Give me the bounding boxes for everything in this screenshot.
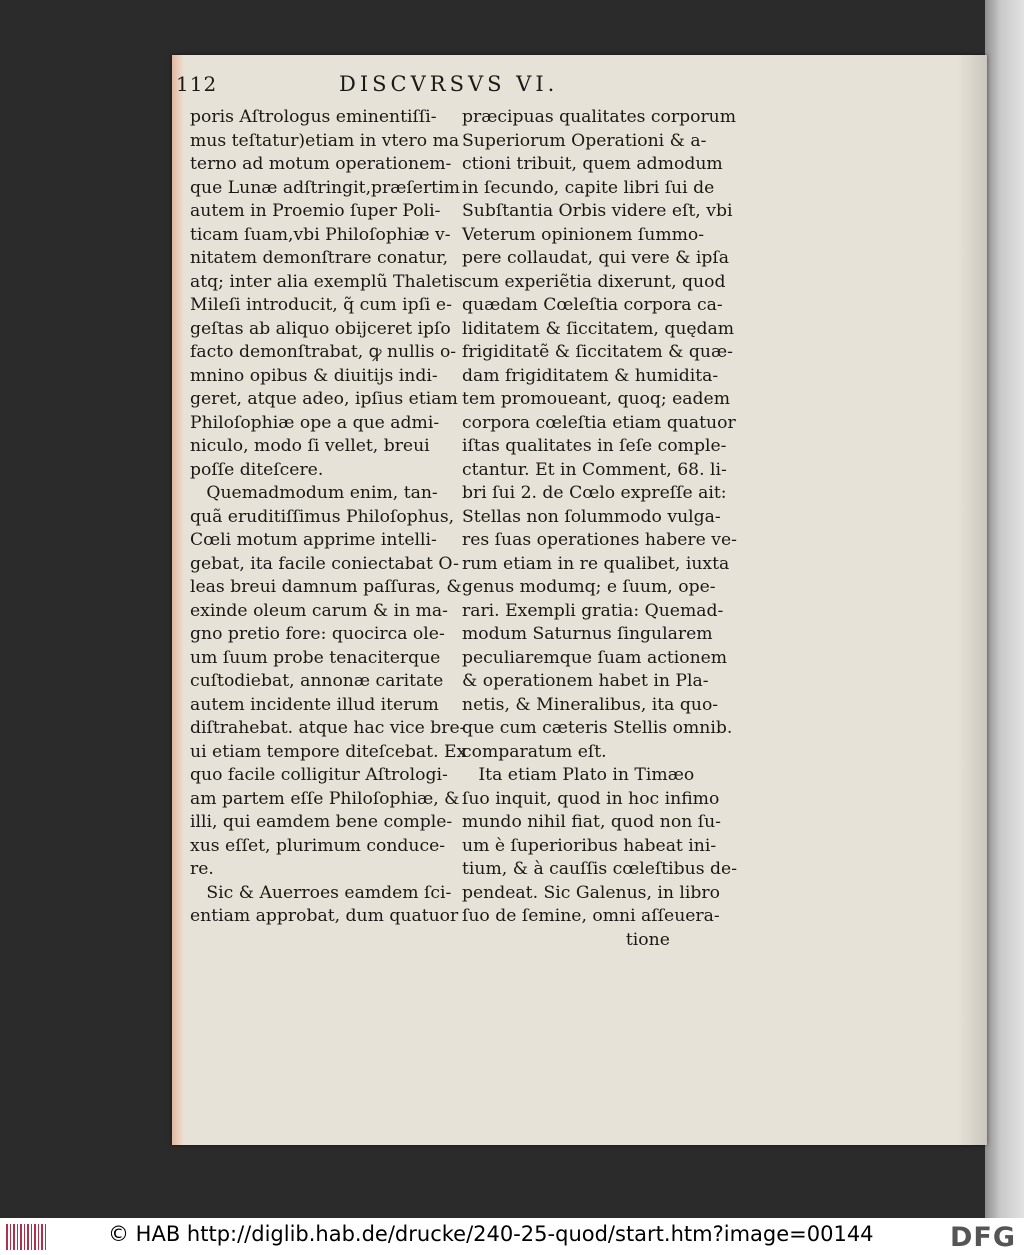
text-line: comparatum eſt. [462, 741, 607, 762]
text-line: xus eſſet, plurimum conduce- [190, 835, 446, 856]
text-line: Philoſophiæ ope a que admi- [190, 412, 440, 433]
text-line: geret, atque adeo, ipſius etiam [190, 389, 458, 409]
scanner-background-strip [985, 0, 1024, 1218]
text-line: atq; inter alia exemplũ Thaletis [190, 271, 463, 292]
text-line: cuſtodiebat, annonæ caritate [190, 671, 444, 691]
text-line: quædam Cœleſtia corpora ca- [462, 295, 723, 315]
text-line: gno pretio fore: quocirca ole- [190, 624, 445, 644]
text-line: autem in Proemio ſuper Poli- [190, 201, 441, 221]
text-line: iſtas qualitates in ſeſe comple- [462, 436, 727, 456]
text-line: terno ad motum operationem- [190, 154, 452, 174]
text-line: & operationem habet in Pla- [462, 671, 709, 691]
text-line: quo facile colligitur Aſtrologi- [190, 765, 448, 785]
text-line: cum experiẽtia dixerunt, quod [462, 271, 726, 292]
text-line: netis, & Mineralibus, ita quo- [462, 694, 719, 715]
text-line: Ita etiam Plato in Timæo [462, 765, 695, 785]
text-line: facto demonſtrabat, ꝙ nullis o- [190, 342, 457, 362]
page-number: 112 [176, 72, 218, 96]
page-header [176, 72, 696, 102]
text-line: Mileſi introducit, q̃ cum ipſi e- [190, 295, 452, 315]
text-line: quã eruditiſſimus Philoſophus, [190, 506, 455, 527]
text-line: nitatem demonſtrare conatur, [190, 248, 449, 268]
text-line: Quemadmodum enim, tan- [190, 483, 438, 503]
barcode-icon [6, 1224, 46, 1250]
text-line: tem promoueant, quoq; eadem [462, 389, 731, 409]
text-line: Veterum opinionem ſummo- [462, 224, 705, 245]
text-line: modum Saturnus ſingularem [462, 624, 713, 644]
text-line: ctioni tribuit, quem admodum [462, 154, 723, 174]
text-line: ticam ſuam,vbi Philoſophiæ v- [190, 224, 451, 245]
text-line: corpora cœleſtia etiam quatuor [462, 412, 736, 433]
text-line: ſuo de ſemine, omni aſſeuera- [462, 906, 720, 926]
text-line: tium, & à cauſſis cœleſtibus de- [462, 859, 738, 879]
left-text-column [190, 106, 466, 929]
text-line: Sic & Auerroes eamdem ſci- [190, 882, 452, 903]
text-line: præcipuas qualitates corporum [462, 107, 737, 127]
text-line: genus modumq; e ſuum, ope- [462, 577, 716, 597]
text-line: dam frigiditatem & humidita- [462, 365, 719, 386]
text-line: diſtrahebat. atque hac vice bre- [190, 718, 466, 738]
text-line: rum etiam in re qualibet, iuxta [462, 553, 730, 574]
text-line: exinde oleum carum & in ma- [190, 600, 448, 621]
text-line: poſſe diteſcere. [190, 459, 324, 480]
text-line: autem incidente illud iterum [190, 694, 439, 715]
text-line: mnino opibus & diuitijs indi- [190, 365, 438, 386]
right-text-column [462, 106, 737, 952]
text-line: in ſecundo, capite libri ſui de [462, 177, 715, 198]
text-line: mus teſtatur)etiam in vtero ma [190, 130, 460, 151]
page-edge [172, 55, 184, 1145]
text-line: peculiaremque ſuam actionem [462, 647, 728, 668]
text-line: que cum cæteris Stellis omnib. [462, 718, 733, 738]
text-line: res ſuas operationes habere ve- [462, 530, 737, 550]
running-title: DISCVRSVS VI. [339, 72, 559, 96]
text-line: leas breui damnum paſſuras, & [190, 577, 462, 597]
text-line: ui etiam tempore diteſcebat. Ex [190, 741, 467, 762]
text-line: frigiditatẽ & ſiccitatem & quæ- [462, 342, 733, 362]
text-line: pere collaudat, qui vere & ipſa [462, 248, 730, 268]
text-line: tione [462, 929, 670, 950]
text-line: um è ſuperioribus habeat ini- [462, 835, 717, 856]
text-line: illi, qui eamdem bene comple- [190, 812, 453, 832]
text-line: Subſtantia Orbis videre eſt, vbi [462, 201, 733, 221]
text-line: geſtas ab aliquo obijceret ipſo [190, 318, 451, 339]
text-line: mundo nihil fiat, quod non ſu- [462, 812, 721, 832]
text-line: que Lunæ adſtringit,præſertim [190, 177, 460, 198]
dfg-logo: DFG [949, 1222, 1016, 1253]
text-line: re. [190, 859, 214, 879]
copyright-url[interactable]: © HAB http://diglib.hab.de/drucke/240-25-quod/start.htm?image=00144 [108, 1222, 874, 1246]
text-line: poris Aſtrologus eminentiſſi- [190, 107, 437, 127]
text-line: Cœli motum apprime intelli- [190, 530, 437, 550]
text-line: am partem eſſe Philoſophiæ, & [190, 788, 460, 809]
text-line: gebat, ita facile coniectabat O- [190, 553, 459, 574]
text-line: Superiorum Operationi & a- [462, 130, 707, 151]
text-line: entiam approbat, dum quatuor [190, 906, 459, 926]
page-gutter-shadow [957, 55, 987, 1145]
text-line: ſuo inquit, quod in hoc infimo [462, 788, 720, 809]
text-line: niculo, modo ſi vellet, breui [190, 436, 430, 456]
text-line: Stellas non ſolummodo vulga- [462, 506, 721, 527]
text-line: pendeat. Sic Galenus, in libro [462, 882, 720, 903]
text-line: liditatem & ſiccitatem, quędam [462, 318, 735, 339]
footer-bar [0, 1218, 1024, 1255]
text-line: um ſuum probe tenaciterque [190, 647, 441, 668]
text-line: rari. Exempli gratia: Quemad- [462, 600, 724, 621]
text-line: bri ſui 2. de Cœlo expreſſe ait: [462, 483, 727, 503]
text-line: ctantur. Et in Comment, 68. li- [462, 459, 727, 480]
